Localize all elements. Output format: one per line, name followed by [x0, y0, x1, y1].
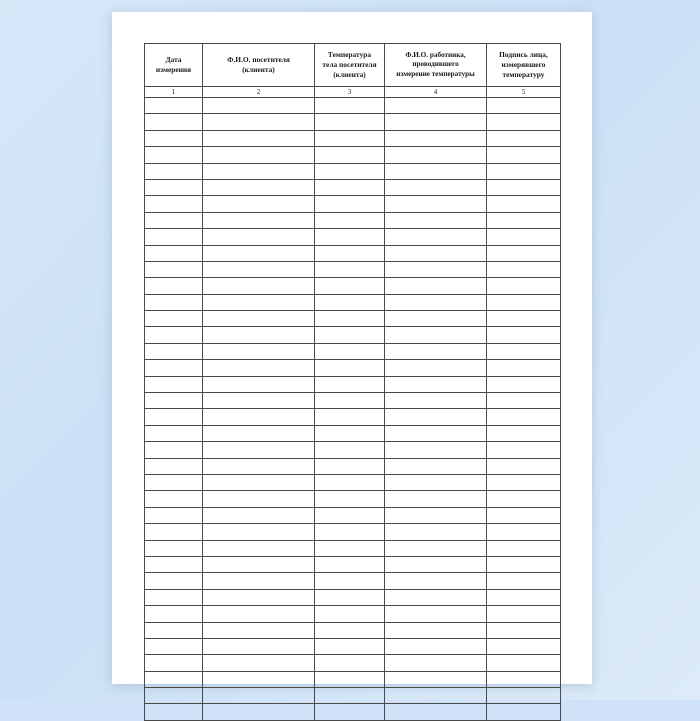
table-cell[interactable] [315, 393, 385, 409]
table-row[interactable] [145, 179, 561, 195]
table-cell[interactable] [385, 474, 487, 490]
table-cell[interactable] [315, 163, 385, 179]
table-cell[interactable] [487, 688, 561, 704]
table-cell[interactable] [385, 147, 487, 163]
table-row[interactable] [145, 556, 561, 572]
table-cell[interactable] [203, 261, 315, 277]
table-row[interactable] [145, 507, 561, 523]
column-header-temperature [315, 44, 385, 87]
table-cell[interactable] [315, 606, 385, 622]
table-cell[interactable] [487, 507, 561, 523]
column-number: 2 [203, 87, 315, 98]
table-cell[interactable] [487, 163, 561, 179]
table-cell[interactable] [385, 442, 487, 458]
table-cell[interactable] [315, 671, 385, 687]
table-cell[interactable] [145, 540, 203, 556]
table-cell[interactable] [145, 409, 203, 425]
table-cell[interactable] [203, 507, 315, 523]
table-cell[interactable] [145, 638, 203, 654]
table-cell[interactable] [487, 130, 561, 146]
header-line: (клиента) [242, 65, 275, 74]
table-cell[interactable] [385, 540, 487, 556]
table-header [145, 44, 561, 98]
table-cell[interactable] [487, 311, 561, 327]
table-cell[interactable] [487, 147, 561, 163]
table-cell[interactable] [385, 212, 487, 228]
table-cell[interactable] [385, 524, 487, 540]
table-cell[interactable] [385, 114, 487, 130]
table-cell[interactable] [487, 442, 561, 458]
table-cell[interactable] [315, 130, 385, 146]
table-cell[interactable] [315, 278, 385, 294]
table-cell[interactable] [385, 360, 487, 376]
table-cell[interactable] [203, 212, 315, 228]
table-cell[interactable] [487, 425, 561, 441]
table-cell[interactable] [385, 589, 487, 605]
table-cell[interactable] [315, 212, 385, 228]
table-cell[interactable] [315, 245, 385, 261]
table-cell[interactable] [145, 98, 203, 114]
table-cell[interactable] [487, 573, 561, 589]
header-line: Ф.И.О. работника, [405, 50, 466, 59]
table-cell[interactable] [203, 425, 315, 441]
table-row[interactable] [145, 573, 561, 589]
column-header-date [145, 44, 203, 87]
table-cell[interactable] [487, 376, 561, 392]
table-cell[interactable] [315, 147, 385, 163]
table-cell[interactable] [145, 261, 203, 277]
table-cell[interactable] [203, 147, 315, 163]
table-cell[interactable] [385, 261, 487, 277]
table-cell[interactable] [203, 163, 315, 179]
table-row[interactable] [145, 278, 561, 294]
table-row[interactable] [145, 393, 561, 409]
table-row[interactable] [145, 540, 561, 556]
table-cell[interactable] [487, 327, 561, 343]
table-cell[interactable] [145, 245, 203, 261]
table-cell[interactable] [203, 442, 315, 458]
table-row[interactable] [145, 114, 561, 130]
table-cell[interactable] [203, 491, 315, 507]
table-cell[interactable] [315, 491, 385, 507]
table-row[interactable] [145, 606, 561, 622]
table-cell[interactable] [203, 671, 315, 687]
table-cell[interactable] [315, 114, 385, 130]
table-cell[interactable] [315, 98, 385, 114]
table-cell[interactable] [145, 147, 203, 163]
column-number: 5 [487, 87, 561, 98]
table-cell[interactable] [385, 98, 487, 114]
table-cell[interactable] [385, 671, 487, 687]
table-row[interactable] [145, 130, 561, 146]
table-container [144, 43, 560, 721]
table-cell[interactable] [315, 540, 385, 556]
table-cell[interactable] [487, 671, 561, 687]
table-cell[interactable] [315, 425, 385, 441]
table-cell[interactable] [145, 622, 203, 638]
table-body [145, 98, 561, 721]
table-cell[interactable] [487, 491, 561, 507]
table-cell[interactable] [315, 638, 385, 654]
table-cell[interactable] [145, 360, 203, 376]
header-line: Температура [327, 50, 372, 60]
table-cell[interactable] [487, 606, 561, 622]
table-cell[interactable] [385, 311, 487, 327]
table-cell[interactable] [487, 278, 561, 294]
table-row[interactable] [145, 327, 561, 343]
table-cell[interactable] [385, 409, 487, 425]
header-line: измерявшего [501, 60, 546, 70]
table-cell[interactable] [315, 458, 385, 474]
table-cell[interactable] [145, 458, 203, 474]
table-cell[interactable] [315, 589, 385, 605]
table-cell[interactable] [487, 393, 561, 409]
header-line: измерения [155, 65, 192, 74]
table-cell[interactable] [385, 245, 487, 261]
table-row[interactable] [145, 376, 561, 392]
header-line: измерение температуры [396, 69, 475, 78]
table-cell[interactable] [145, 671, 203, 687]
table-row[interactable] [145, 589, 561, 605]
table-cell[interactable] [145, 114, 203, 130]
header-line: температуру [502, 69, 545, 79]
table-row[interactable] [145, 491, 561, 507]
table-cell[interactable] [487, 589, 561, 605]
table-cell[interactable] [315, 524, 385, 540]
table-row[interactable] [145, 311, 561, 327]
table-cell[interactable] [385, 606, 487, 622]
table-cell[interactable] [385, 196, 487, 212]
table-cell[interactable] [145, 196, 203, 212]
table-cell[interactable] [385, 130, 487, 146]
table-cell[interactable] [315, 556, 385, 572]
table-cell[interactable] [315, 622, 385, 638]
table-cell[interactable] [487, 98, 561, 114]
paper-sheet [112, 12, 592, 684]
table-cell[interactable] [385, 704, 487, 720]
table-cell[interactable] [145, 524, 203, 540]
table-cell[interactable] [203, 573, 315, 589]
table-cell[interactable] [315, 409, 385, 425]
table-cell[interactable] [145, 589, 203, 605]
header-line: Подпись лица, [499, 50, 548, 60]
table-cell[interactable] [315, 474, 385, 490]
table-cell[interactable] [385, 622, 487, 638]
table-cell[interactable] [315, 360, 385, 376]
table-cell[interactable] [145, 229, 203, 245]
table-cell[interactable] [385, 573, 487, 589]
table-cell[interactable] [145, 130, 203, 146]
table-cell[interactable] [385, 425, 487, 441]
table-cell[interactable] [203, 458, 315, 474]
table-cell[interactable] [487, 343, 561, 359]
table-cell[interactable] [203, 179, 315, 195]
table-cell[interactable] [203, 688, 315, 704]
table-cell[interactable] [487, 261, 561, 277]
table-cell[interactable] [487, 360, 561, 376]
table-cell[interactable] [203, 130, 315, 146]
table-cell[interactable] [315, 343, 385, 359]
table-cell[interactable] [145, 376, 203, 392]
table-cell[interactable] [145, 327, 203, 343]
table-cell[interactable] [145, 212, 203, 228]
table-cell[interactable] [315, 507, 385, 523]
table-cell[interactable] [385, 393, 487, 409]
table-cell[interactable] [203, 622, 315, 638]
table-row[interactable] [145, 655, 561, 671]
table-cell[interactable] [385, 638, 487, 654]
table-cell[interactable] [315, 376, 385, 392]
table-row[interactable] [145, 245, 561, 261]
column-header-visitor-name [203, 44, 315, 87]
table-row[interactable] [145, 458, 561, 474]
table-row[interactable] [145, 638, 561, 654]
table-cell[interactable] [145, 311, 203, 327]
table-cell[interactable] [203, 196, 315, 212]
header-line: проводившего [412, 60, 459, 69]
table-cell[interactable] [145, 688, 203, 704]
table-cell[interactable] [203, 606, 315, 622]
table-cell[interactable] [145, 343, 203, 359]
table-row[interactable] [145, 688, 561, 704]
table-cell[interactable] [315, 294, 385, 310]
table-cell[interactable] [487, 294, 561, 310]
table-row[interactable] [145, 261, 561, 277]
table-row[interactable] [145, 409, 561, 425]
table-cell[interactable] [315, 655, 385, 671]
table-cell[interactable] [203, 556, 315, 572]
table-cell[interactable] [145, 179, 203, 195]
table-cell[interactable] [203, 360, 315, 376]
table-row[interactable] [145, 704, 561, 720]
table-cell[interactable] [385, 688, 487, 704]
column-number: 4 [385, 87, 487, 98]
table-cell[interactable] [203, 393, 315, 409]
table-cell[interactable] [203, 114, 315, 130]
table-cell[interactable] [385, 491, 487, 507]
table-cell[interactable] [487, 458, 561, 474]
column-number: 1 [145, 87, 203, 98]
table-cell[interactable] [145, 655, 203, 671]
table-cell[interactable] [315, 179, 385, 195]
table-cell[interactable] [385, 376, 487, 392]
table-cell[interactable] [487, 179, 561, 195]
table-cell[interactable] [203, 294, 315, 310]
table-cell[interactable] [315, 688, 385, 704]
table-cell[interactable] [315, 261, 385, 277]
table-cell[interactable] [145, 163, 203, 179]
column-number: 3 [315, 87, 385, 98]
table-cell[interactable] [487, 212, 561, 228]
table-cell[interactable] [385, 507, 487, 523]
table-cell[interactable] [145, 507, 203, 523]
table-cell[interactable] [145, 491, 203, 507]
table-cell[interactable] [385, 327, 487, 343]
column-number-row [145, 87, 561, 98]
table-cell[interactable] [203, 311, 315, 327]
table-cell[interactable] [487, 245, 561, 261]
table-cell[interactable] [315, 327, 385, 343]
table-cell[interactable] [203, 589, 315, 605]
table-cell[interactable] [487, 114, 561, 130]
table-cell[interactable] [203, 704, 315, 720]
table-row[interactable] [145, 147, 561, 163]
table-cell[interactable] [487, 704, 561, 720]
table-cell[interactable] [385, 294, 487, 310]
header-line: Ф.И.О. посетителя [227, 55, 290, 65]
table-cell[interactable] [145, 442, 203, 458]
header-line: (клиента) [333, 69, 366, 79]
column-header-worker-name [385, 44, 487, 87]
table-cell[interactable] [203, 540, 315, 556]
table-cell[interactable] [145, 573, 203, 589]
table-cell[interactable] [385, 229, 487, 245]
table-row[interactable] [145, 671, 561, 687]
table-row[interactable] [145, 474, 561, 490]
table-cell[interactable] [203, 229, 315, 245]
table-row[interactable] [145, 98, 561, 114]
table-cell[interactable] [203, 327, 315, 343]
table-cell[interactable] [487, 524, 561, 540]
table-cell[interactable] [203, 524, 315, 540]
table-cell[interactable] [203, 409, 315, 425]
table-cell[interactable] [487, 638, 561, 654]
table-cell[interactable] [487, 196, 561, 212]
table-cell[interactable] [203, 638, 315, 654]
table-row[interactable] [145, 229, 561, 245]
table-cell[interactable] [203, 474, 315, 490]
table-row[interactable] [145, 524, 561, 540]
table-cell[interactable] [145, 474, 203, 490]
table-cell[interactable] [203, 98, 315, 114]
table-row[interactable] [145, 196, 561, 212]
table-cell[interactable] [315, 442, 385, 458]
table-cell[interactable] [203, 376, 315, 392]
table-cell[interactable] [385, 278, 487, 294]
table-cell[interactable] [385, 343, 487, 359]
table-row[interactable] [145, 163, 561, 179]
table-cell[interactable] [315, 229, 385, 245]
table-row[interactable] [145, 360, 561, 376]
table-row[interactable] [145, 343, 561, 359]
table-cell[interactable] [315, 311, 385, 327]
table-cell[interactable] [385, 179, 487, 195]
table-cell[interactable] [487, 474, 561, 490]
table-cell[interactable] [315, 704, 385, 720]
table-cell[interactable] [487, 409, 561, 425]
table-cell[interactable] [203, 343, 315, 359]
table-cell[interactable] [145, 704, 203, 720]
table-cell[interactable] [145, 294, 203, 310]
table-cell[interactable] [385, 655, 487, 671]
table-row[interactable] [145, 294, 561, 310]
table-row[interactable] [145, 442, 561, 458]
table-cell[interactable] [487, 229, 561, 245]
header-line: тела посетителя [322, 60, 377, 70]
table-cell[interactable] [487, 622, 561, 638]
table-cell[interactable] [385, 458, 487, 474]
table-cell[interactable] [145, 606, 203, 622]
table-cell[interactable] [203, 245, 315, 261]
table-cell[interactable] [145, 393, 203, 409]
table-cell[interactable] [487, 655, 561, 671]
table-cell[interactable] [315, 196, 385, 212]
table-cell[interactable] [145, 278, 203, 294]
table-cell[interactable] [203, 655, 315, 671]
table-cell[interactable] [487, 556, 561, 572]
table-row[interactable] [145, 425, 561, 441]
column-header-signature [487, 44, 561, 87]
table-cell[interactable] [385, 163, 487, 179]
table-row[interactable] [145, 622, 561, 638]
header-row [145, 44, 561, 87]
table-cell[interactable] [145, 556, 203, 572]
table-cell[interactable] [385, 556, 487, 572]
table-cell[interactable] [487, 540, 561, 556]
table-cell[interactable] [315, 573, 385, 589]
table-cell[interactable] [203, 278, 315, 294]
table-cell[interactable] [145, 425, 203, 441]
table-row[interactable] [145, 212, 561, 228]
header-line: Дата [165, 55, 182, 65]
temperature-log-table [144, 43, 561, 721]
